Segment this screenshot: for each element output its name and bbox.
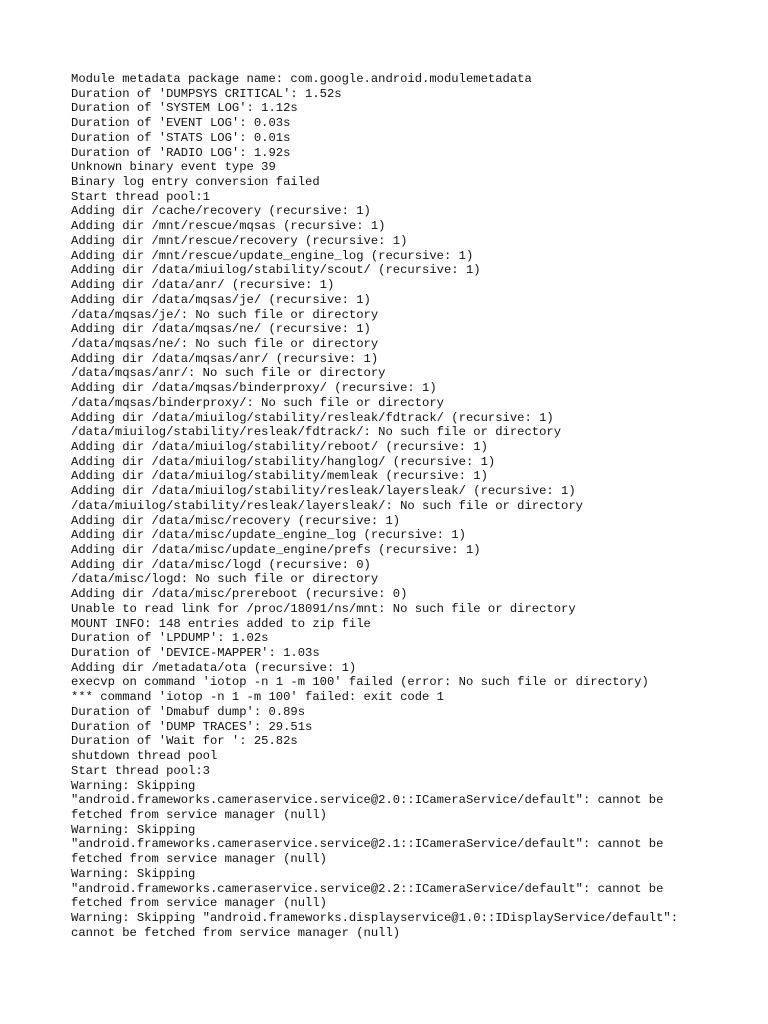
log-text-block <box>71 72 751 940</box>
log-line: fetched from service manager (null) <box>71 807 327 822</box>
log-line: Adding dir /data/miuilog/stability/memleak (recursive: 1) <box>71 469 488 484</box>
log-line: /data/mqsas/anr/: No such file or directory <box>71 366 386 381</box>
log-line: Adding dir /data/miuilog/stability/reboot/ (recursive: 1) <box>71 439 488 454</box>
log-line: Adding dir /metadata/ota (recursive: 1) <box>71 660 357 675</box>
log-line: Adding dir /data/miuilog/stability/scout/ (recursive: 1) <box>71 263 481 278</box>
log-line: Warning: Skipping <box>71 866 196 881</box>
log-line: /data/mqsas/je/: No such file or directory <box>71 307 379 322</box>
log-line: Adding dir /data/miuilog/stability/resleak/fdtrack/ (recursive: 1) <box>71 410 554 425</box>
log-line: Adding dir /data/misc/update_engine_log (recursive: 1) <box>71 528 466 543</box>
log-line: Start thread pool:1 <box>71 189 210 204</box>
log-line: Duration of 'Wait for ': 25.82s <box>71 734 298 749</box>
log-line: Duration of 'EVENT LOG': 0.03s <box>71 116 291 131</box>
log-line: Warning: Skipping "android.frameworks.displayservice@1.0::IDisplayService/default": <box>71 910 679 925</box>
log-line: "android.frameworks.cameraservice.service@2.1::ICameraService/default": cannot be <box>71 837 664 852</box>
log-line: Adding dir /data/misc/recovery (recursive: 1) <box>71 513 401 528</box>
log-line: Adding dir /data/mqsas/ne/ (recursive: 1) <box>71 322 371 337</box>
log-line: cannot be fetched from service manager (null) <box>71 925 401 940</box>
log-line: Adding dir /mnt/rescue/mqsas (recursive: 1) <box>71 219 386 234</box>
log-line: Binary log entry conversion failed <box>71 175 320 190</box>
log-line: Adding dir /mnt/rescue/recovery (recursive: 1) <box>71 233 408 248</box>
log-line: "android.frameworks.cameraservice.service@2.2::ICameraService/default": cannot be <box>71 881 664 896</box>
log-line: Unknown binary event type 39 <box>71 160 276 175</box>
log-line: Duration of 'DEVICE-MAPPER': 1.03s <box>71 646 320 661</box>
log-line: /data/miuilog/stability/resleak/fdtrack/: No such file or directory <box>71 425 562 440</box>
log-line: Module metadata package name: com.google.android.modulemetadata <box>71 72 532 86</box>
log-line: Adding dir /data/mqsas/je/ (recursive: 1) <box>71 292 371 307</box>
log-line: /data/mqsas/binderproxy/: No such file or directory <box>71 395 444 410</box>
log-line: Duration of 'RADIO LOG': 1.92s <box>71 145 291 160</box>
log-line: Adding dir /cache/recovery (recursive: 1) <box>71 204 371 219</box>
log-line: "android.frameworks.cameraservice.service@2.0::ICameraService/default": cannot be <box>71 793 664 808</box>
log-line: Adding dir /data/mqsas/binderproxy/ (recursive: 1) <box>71 381 437 396</box>
log-line: Adding dir /data/misc/update_engine/prefs (recursive: 1) <box>71 543 481 557</box>
log-line: execvp on command 'iotop -n 1 -m 100' failed (error: No such file or directory) <box>71 675 649 690</box>
log-line: Unable to read link for /proc/18091/ns/mnt: No such file or directory <box>71 601 576 616</box>
log-line: Duration of 'DUMP TRACES': 29.51s <box>71 719 313 734</box>
log-line: /data/miuilog/stability/resleak/layersleak/: No such file or directory <box>71 498 583 513</box>
log-line: Adding dir /data/anr/ (recursive: 1) <box>71 278 335 293</box>
log-line: Duration of 'LPDUMP': 1.02s <box>71 631 269 646</box>
log-line: fetched from service manager (null) <box>71 852 327 867</box>
log-line: Adding dir /data/misc/logd (recursive: 0) <box>71 557 371 572</box>
log-line: *** command 'iotop -n 1 -m 100' failed: exit code 1 <box>71 690 444 705</box>
log-line: Warning: Skipping <box>71 822 196 837</box>
log-line: Adding dir /data/mqsas/anr/ (recursive: 1) <box>71 351 379 366</box>
log-line: Adding dir /data/miuilog/stability/hanglog/ (recursive: 1) <box>71 454 496 469</box>
log-line: Adding dir /data/miuilog/stability/resleak/layersleak/ (recursive: 1) <box>71 484 576 499</box>
log-line: Warning: Skipping <box>71 778 196 793</box>
log-line: /data/misc/logd: No such file or directory <box>71 572 379 587</box>
log-line: Adding dir /mnt/rescue/update_engine_log (recursive: 1) <box>71 248 474 263</box>
document-page <box>71 72 751 940</box>
log-line: fetched from service manager (null) <box>71 896 327 911</box>
log-line: shutdown thread pool <box>71 749 218 764</box>
log-line: MOUNT INFO: 148 entries added to zip file <box>71 616 371 631</box>
log-line: Duration of 'SYSTEM LOG': 1.12s <box>71 101 298 116</box>
log-line: Duration of 'DUMPSYS CRITICAL': 1.52s <box>71 86 342 101</box>
log-line: /data/mqsas/ne/: No such file or directory <box>71 336 379 351</box>
log-line: Start thread pool:3 <box>71 763 210 778</box>
log-line: Duration of 'Dmabuf dump': 0.89s <box>71 704 306 719</box>
log-line: Duration of 'STATS LOG': 0.01s <box>71 130 291 145</box>
log-line: Adding dir /data/misc/prereboot (recursive: 0) <box>71 587 408 602</box>
